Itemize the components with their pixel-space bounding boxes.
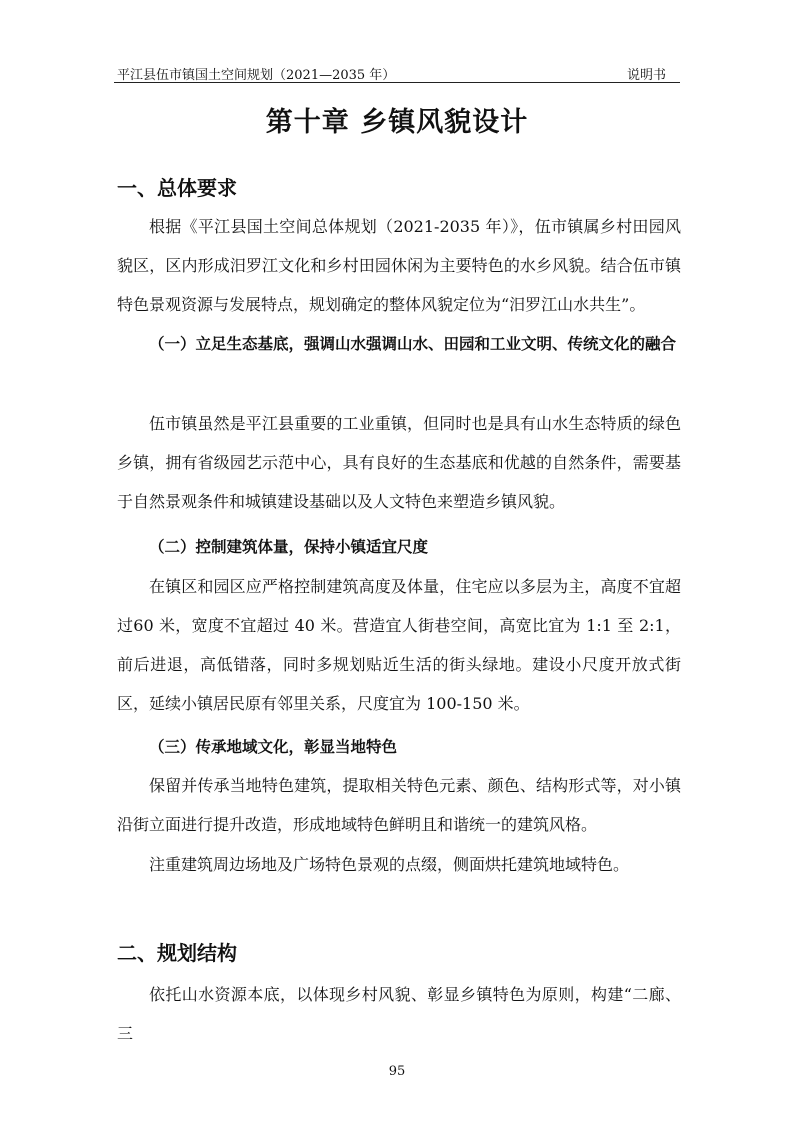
paragraph-ecological-base: 伍市镇虽然是平江县重要的工业重镇，但同时也是具有山水生态特质的绿色乡镇，拥有省级园艺示范中心，具有良好的生态基底和优越的自然条件，需要基于自然景观条件和城镇建设基础以及人文特色来塑造乡镇风貌。: [117, 414, 681, 511]
header-divider: [114, 82, 680, 83]
paragraph-planning-structure: 依托山水资源本底，以体现乡村风貌、彰显乡镇特色为原则，构建“二廊、三: [117, 985, 681, 1043]
section-heading-planning-structure: 二、规划结构: [117, 941, 237, 965]
chapter-title: 第十章 乡镇风貌设计: [265, 107, 529, 138]
paragraph-regional-culture-1: 保留并传承当地特色建筑，提取相关特色元素、颜色、结构形式等，对小镇沿街立面进行提升改造，形成地域特色鲜明且和谐统一的建筑风格。: [117, 776, 681, 834]
subheading-regional-culture: （三）传承地域文化，彰显当地特色: [149, 738, 398, 756]
page-number: 95: [388, 1064, 406, 1079]
subheading-building-scale: （二）控制建筑体量，保持小镇适宜尺度: [149, 538, 429, 556]
paragraph-building-scale: 在镇区和园区应严格控制建筑高度及体量，住宅应以多层为主，高度不宜超过60 米，宽度不宜超过 40 米。营造宜人街巷空间，高宽比宜为 1:1 至 2:1，前后进退，高低错落，同时多规划贴近生活的街头绿地。建设小尺度开放式街区，延续小镇居民原有邻里关系，尺度宜为 100-150 米。: [117, 577, 681, 713]
paragraph-regional-culture-2: 注重建筑周边场地及广场特色景观的点缀，侧面烘托建筑地域特色。: [149, 855, 630, 874]
running-header-title: 平江县伍市镇国土空间规划（2021—2035 年）: [117, 68, 396, 83]
section-heading-general-requirements: 一、总体要求: [117, 176, 237, 200]
running-header-doc-type: 说明书: [626, 68, 666, 83]
intro-paragraph: 根据《平江县国土空间总体规划（2021-2035 年）》，伍市镇属乡村田园风貌区，区内形成汨罗江文化和乡村田园休闲为主要特色的水乡风貌。结合伍市镇特色景观资源与发展特点，规划确定的整体风貌定位为“汨罗江山水共生”。: [117, 217, 681, 314]
subheading-ecological-base: （一）立足生态基底，强调山水强调山水、田园和工业文明、传统文化的融合: [149, 335, 677, 353]
